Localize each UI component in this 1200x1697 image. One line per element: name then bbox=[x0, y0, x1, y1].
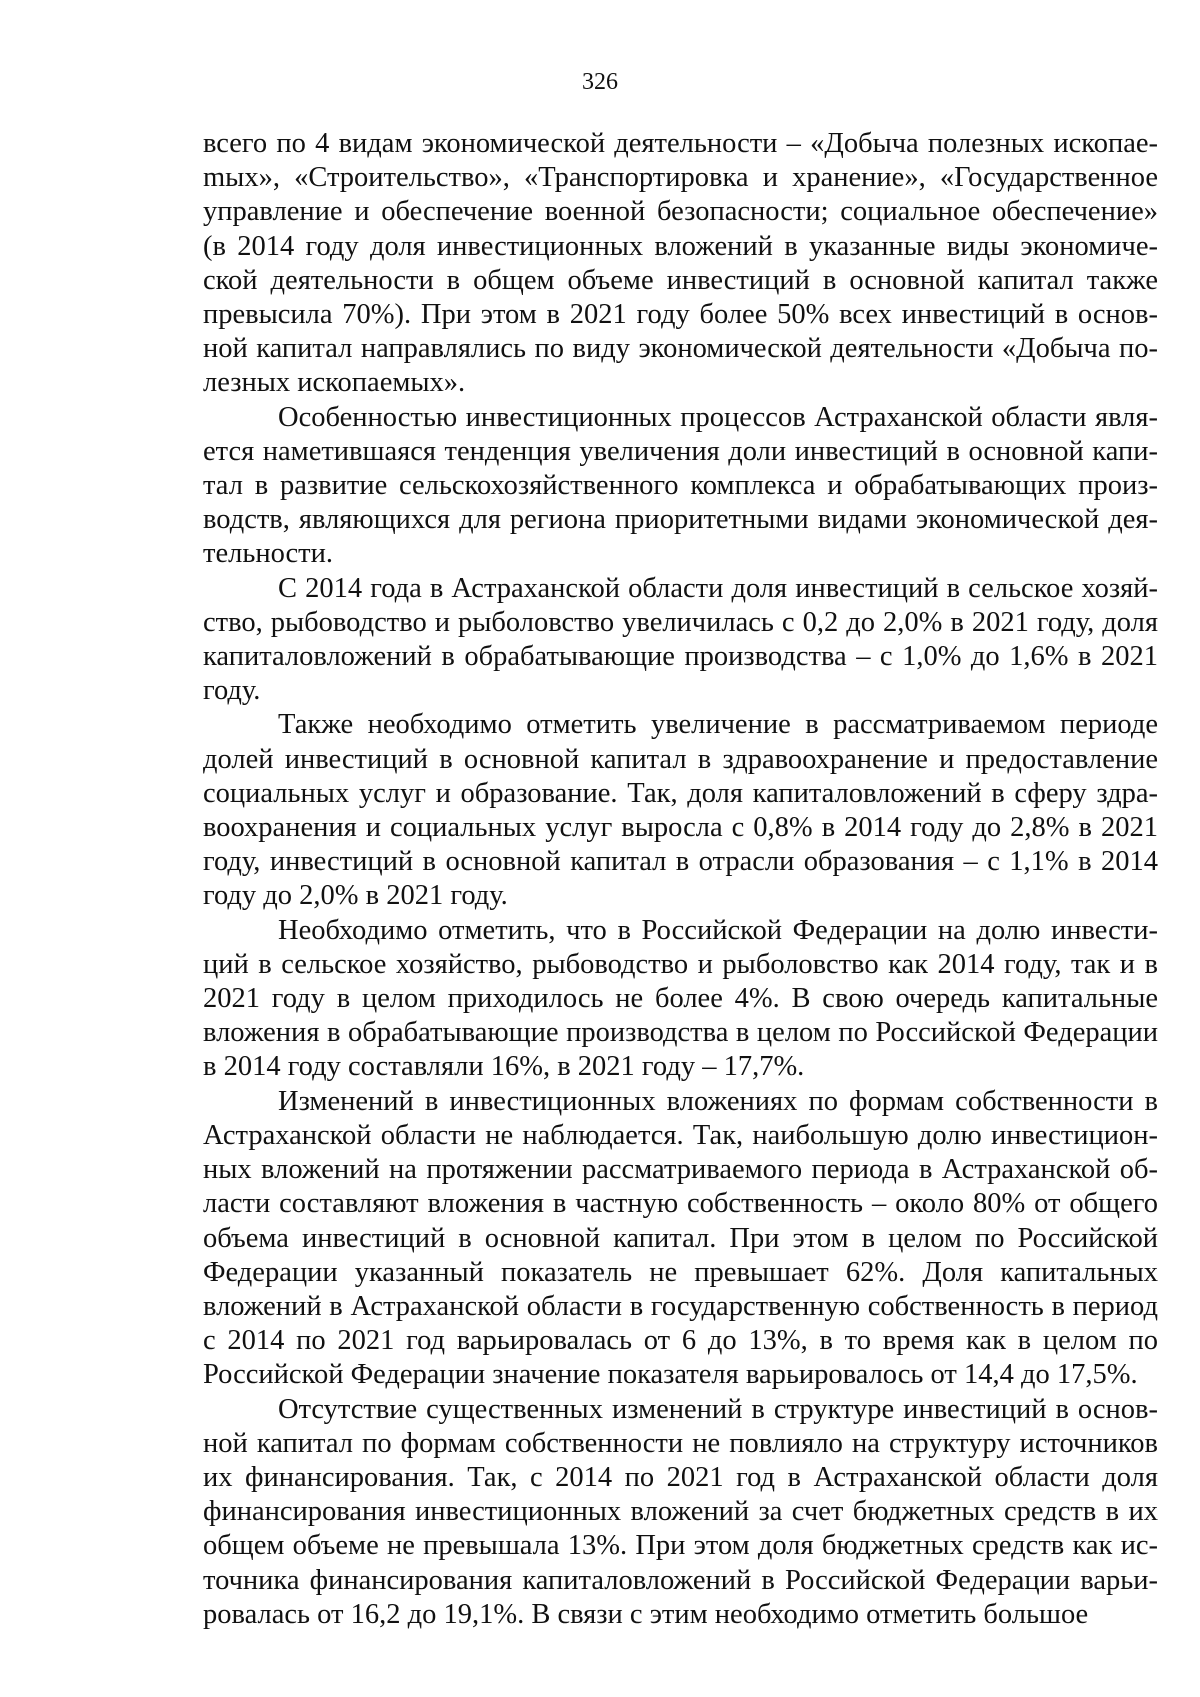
page-number: 326 bbox=[582, 69, 618, 95]
paragraph: Особенностью инвестиционных процессов Астраханской области является наметившаяся тенденция увеличения доли инвестиций в основной капитал в развитие сельскохозяйственного комплекса и обрабатывающих производств, являющихся для региона приоритетными видами экономической деятельности. bbox=[203, 401, 1158, 570]
paragraph: Также необходимо отметить увеличение в рассматриваемом периоде долей инвестиций в основной капитал в здравоохранение и предоставление социальных услуг и образование. Так, доля капиталовложений в сферу здравоохранения и социальных услуг выросла с 0,8% в 2014 году до 2,8% в 2021 году, инвестиций в основной капитал в отрасли образования – с 1,1% в 2014 году до 2,0% в 2021 году. bbox=[203, 709, 1158, 912]
paragraph: Изменений в инвестиционных вложениях по формам собственности в Астраханской области не наблюдается. Так, наибольшую долю инвестиционных вложений на протяжении рассматриваемого периода в Астраханской области составляют вложения в частную собственность – около 80% от общего объема инвестиций в основной капитал. При этом в целом по Российской Федерации указанный показатель не превышает 62%. Доля капитальных вложений в Астраханской области в государственную собственность в период с 2014 по 2021 год варьировалась от 6 до 13%, в то время как в целом по Российской Федерации значение показателя варьировалось от 14,4 до 17,5%. bbox=[203, 1085, 1158, 1391]
paragraph: Отсутствие существенных изменений в структуре инвестиций в основной капитал по формам собственности не повлияло на структуру источников их финансирования. Так, с 2014 по 2021 год в Астраханской области доля финансирования инвестиционных вложений за счет бюджетных средств в их общем объеме не превышала 13%. При этом доля бюджетных средств как источника финансирования капиталовложений в Российской Федерации варьировалась от 16,2 до 19,1%. В связи с этим необходимо отметить большое bbox=[203, 1393, 1158, 1630]
paragraph: С 2014 года в Астраханской области доля инвестиций в сельское хозяйство, рыбоводство и рыболовство увеличилась с 0,2 до 2,0% в 2021 году, доля капиталовложений в обрабатывающие производства – с 1,0% до 1,6% в 2021 году. bbox=[203, 572, 1158, 707]
text-body bbox=[203, 127, 1158, 1632]
paragraph: Необходимо отметить, что в Российской Федерации на долю инвестиций в сельское хозяйство, рыбоводство и рыболовство как 2014 году, так и в 2021 году в целом приходилось не более 4%. В свою очередь капитальные вложения в обрабатывающие производства в целом по Российской Федерации в 2014 году составляли 16%, в 2021 году – 17,7%. bbox=[203, 914, 1158, 1083]
paragraph-continued: всего по 4 видам экономической деятельности – «Добыча полезных ископаеmых», «Строительство», «Транспортировка и хранение», «Государственное управление и обеспечение военной безопасности; социальное обеспечение» (в 2014 году доля инвестиционных вложений в указанные виды экономической деятельности в общем объеме инвестиций в основной капитал также превысила 70%). При этом в 2021 году более 50% всех инвестиций в основной капитал направлялись по виду экономической деятельности «Добыча полезных ископаемых». bbox=[203, 128, 1158, 399]
